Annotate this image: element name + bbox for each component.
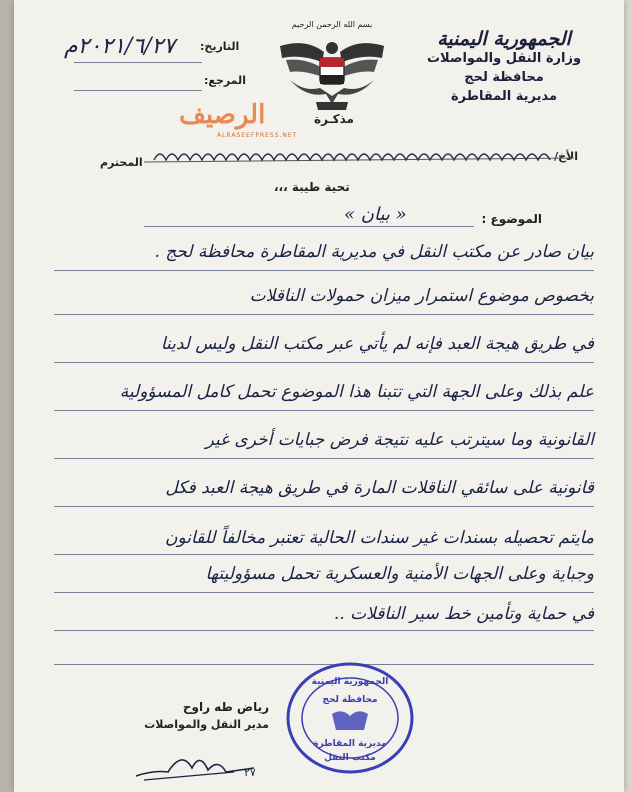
reference-rule — [74, 90, 202, 91]
greeting: تحية طيبة ،،، — [274, 180, 350, 194]
body-line-4: علم بذلك وعلى الجهة التي تتبنا هذا الموضوع تحمل كامل المسؤولية — [119, 382, 594, 402]
body-line-5: القانونية وما سيترتب عليه نتيجة فرض جبايات أخرى غير — [205, 430, 594, 450]
body-rule-6 — [54, 506, 594, 507]
subject-value: « بيان » — [344, 204, 407, 225]
stamp-text-top: الجمهورية اليمنية — [311, 677, 389, 687]
memo-label: مذكـرة — [314, 112, 354, 126]
body-rule-3 — [54, 362, 594, 363]
watermark-url: ALRASEEFPRESS.NET — [217, 132, 298, 139]
left-edge-shadow — [0, 0, 14, 792]
letterhead — [424, 30, 584, 106]
directorate-name: مديرية المقاطرة — [450, 89, 558, 104]
body-line-6: قانونية على سائقي الناقلات المارة في طريق هيجة العبد فكل — [165, 478, 594, 498]
body-rule-8 — [54, 592, 594, 593]
signatory-block — [119, 700, 269, 731]
ministry-name: وزارة النقل والمواصلات — [426, 51, 582, 66]
watermark-logo: الرصيف — [179, 100, 266, 130]
subject-rule — [144, 226, 474, 227]
body-line-1: بيان صادر عن مكتب النقل في مديرية المقاطرة محافظة لحج . — [154, 242, 594, 262]
body-line-2: بخصوص موضوع استمرار ميزان حمولات الناقلات — [249, 286, 594, 306]
reference-label: المرجع: — [204, 74, 246, 87]
yemen-eagle-emblem-icon — [276, 18, 388, 118]
body-rule-4 — [54, 410, 594, 411]
date-rule — [74, 62, 202, 63]
date-label: التاريخ: — [200, 40, 240, 53]
body-rule-5 — [54, 458, 594, 459]
date-value: ٢٠٢١/٦/٢٧م — [64, 34, 176, 59]
subject-label: الموضوع : — [481, 212, 542, 226]
signatory-name: رياض طه راوح — [182, 700, 269, 714]
handwritten-signature-icon — [134, 742, 284, 782]
official-stamp-icon — [284, 660, 416, 776]
body-line-7: مايتم تحصيله بسندات غير سندات الحالية تعتبر مخالفاً للقانون — [165, 528, 594, 548]
republic-name: الجمهورية اليمنية — [437, 28, 571, 50]
body-rule-1 — [54, 270, 594, 271]
emblem-basmala: بسم الله الرحمن الرحيم — [291, 20, 373, 29]
governorate-name: محافظة لحج — [464, 70, 544, 85]
addressee-scribble — [144, 144, 574, 168]
body-rule-9 — [54, 630, 594, 631]
body-line-3: في طريق هيجة العبد فإنه لم يأتي عبر مكتب النقل وليس لدينا — [160, 334, 594, 354]
signature-date-note: ٢٧ — [244, 766, 256, 779]
body-rule-2 — [54, 314, 594, 315]
body-line-9: في حماية وتأمين خط سير الناقلات .. — [333, 604, 594, 624]
addressee-label: الأخ/ — [554, 150, 578, 163]
stamp-text-middle: محافظة لحج — [322, 695, 378, 705]
respected-label: المحترم — [100, 156, 143, 169]
stamp-text-bottom: مديرية المقاطرة — [313, 739, 387, 749]
stamp-text-center: مكتب النقل — [324, 753, 376, 763]
body-rule-7 — [54, 554, 594, 555]
signatory-title: مدير النقل والمواصلات — [144, 718, 269, 731]
press-watermark — [179, 100, 298, 144]
body-line-8: وجباية وعلى الجهات الأمنية والعسكرية تحمل مسؤوليتها — [205, 564, 594, 584]
memo-paper — [14, 0, 624, 792]
